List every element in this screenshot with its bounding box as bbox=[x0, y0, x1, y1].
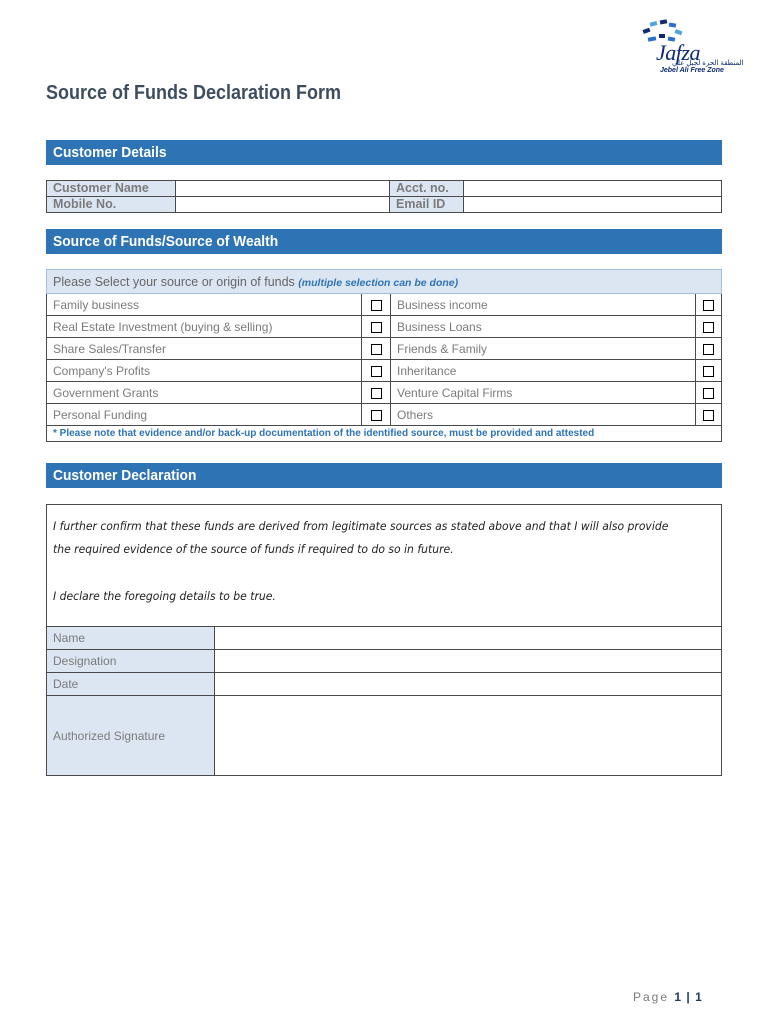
table-row bbox=[47, 316, 722, 338]
table-row bbox=[47, 382, 722, 404]
page-current: 1 bbox=[674, 990, 682, 1004]
table-row bbox=[47, 650, 722, 673]
jafza-logo bbox=[630, 18, 744, 80]
option-label: Inheritance bbox=[391, 360, 696, 382]
option-checkbox[interactable] bbox=[696, 360, 722, 382]
option-label: Share Sales/Transfer bbox=[47, 338, 362, 360]
option-checkbox[interactable] bbox=[362, 294, 391, 316]
authorized-signature-field[interactable] bbox=[215, 696, 722, 776]
customer-details-heading: Customer Details bbox=[46, 140, 722, 165]
option-label: Business income bbox=[391, 294, 696, 316]
option-checkbox[interactable] bbox=[696, 382, 722, 404]
page-separator: | bbox=[686, 990, 690, 1004]
option-checkbox[interactable] bbox=[362, 316, 391, 338]
logo-arabic-text: المنطقة الحرة لجبل علي bbox=[672, 60, 744, 67]
table-row bbox=[47, 627, 722, 650]
option-checkbox[interactable] bbox=[696, 404, 722, 426]
declaration-line-1: I further confirm that these funds are derived from legitimate sources as stated above and that I will also provide bbox=[53, 519, 669, 533]
authorized-signature-label: Authorized Signature bbox=[47, 696, 215, 776]
customer-declaration-heading: Customer Declaration bbox=[46, 463, 722, 488]
customer-name-label: Customer Name bbox=[47, 181, 176, 197]
mobile-field[interactable] bbox=[176, 197, 390, 213]
table-row bbox=[47, 426, 722, 442]
table-row bbox=[47, 181, 722, 197]
acct-no-label: Acct. no. bbox=[390, 181, 464, 197]
email-field[interactable] bbox=[464, 197, 722, 213]
option-label: Family business bbox=[47, 294, 362, 316]
customer-name-field[interactable] bbox=[176, 181, 390, 197]
option-checkbox[interactable] bbox=[362, 338, 391, 360]
option-checkbox[interactable] bbox=[362, 360, 391, 382]
table-row bbox=[47, 673, 722, 696]
table-row bbox=[47, 404, 722, 426]
mobile-label: Mobile No. bbox=[47, 197, 176, 213]
option-label: Others bbox=[391, 404, 696, 426]
name-field[interactable] bbox=[215, 627, 722, 650]
declaration-line-2: the required evidence of the source of funds if required to do so in future. bbox=[53, 542, 454, 556]
acct-no-field[interactable] bbox=[464, 181, 722, 197]
evidence-footnote: * Please note that evidence and/or back-up documentation of the identified source, must be provided and attested bbox=[47, 426, 722, 442]
source-prompt: Please Select your source or origin of funds (multiple selection can be done) bbox=[47, 270, 722, 294]
logo-wordmark: Jafza bbox=[656, 40, 700, 65]
declaration-line-3: I declare the foregoing details to be true. bbox=[53, 589, 276, 603]
table-row bbox=[47, 197, 722, 213]
option-label: Company's Profits bbox=[47, 360, 362, 382]
source-of-funds-table bbox=[46, 269, 722, 442]
date-field[interactable] bbox=[215, 673, 722, 696]
table-row bbox=[47, 696, 722, 776]
signature-table bbox=[46, 626, 722, 776]
option-label: Government Grants bbox=[47, 382, 362, 404]
page-title: Source of Funds Declaration Form bbox=[46, 82, 342, 104]
option-label: Business Loans bbox=[391, 316, 696, 338]
page-total: 1 bbox=[695, 990, 702, 1004]
page-word: Page bbox=[633, 990, 670, 1004]
source-of-funds-heading: Source of Funds/Source of Wealth bbox=[46, 229, 722, 254]
page-number bbox=[633, 990, 702, 1004]
table-row bbox=[47, 338, 722, 360]
date-label: Date bbox=[47, 673, 215, 696]
option-checkbox[interactable] bbox=[696, 316, 722, 338]
customer-details-table bbox=[46, 180, 722, 213]
option-checkbox[interactable] bbox=[362, 404, 391, 426]
email-label: Email ID bbox=[390, 197, 464, 213]
table-row bbox=[47, 294, 722, 316]
designation-field[interactable] bbox=[215, 650, 722, 673]
source-prompt-note: (multiple selection can be done) bbox=[298, 276, 459, 289]
table-row bbox=[47, 270, 722, 294]
option-checkbox[interactable] bbox=[696, 294, 722, 316]
option-label: Venture Capital Firms bbox=[391, 382, 696, 404]
option-checkbox[interactable] bbox=[362, 382, 391, 404]
designation-label: Designation bbox=[47, 650, 215, 673]
option-label: Personal Funding bbox=[47, 404, 362, 426]
logo-subtitle: Jebel Ali Free Zone bbox=[660, 67, 724, 74]
option-checkbox[interactable] bbox=[696, 338, 722, 360]
option-label: Friends & Family bbox=[391, 338, 696, 360]
name-label: Name bbox=[47, 627, 215, 650]
option-label: Real Estate Investment (buying & selling) bbox=[47, 316, 362, 338]
table-row bbox=[47, 360, 722, 382]
